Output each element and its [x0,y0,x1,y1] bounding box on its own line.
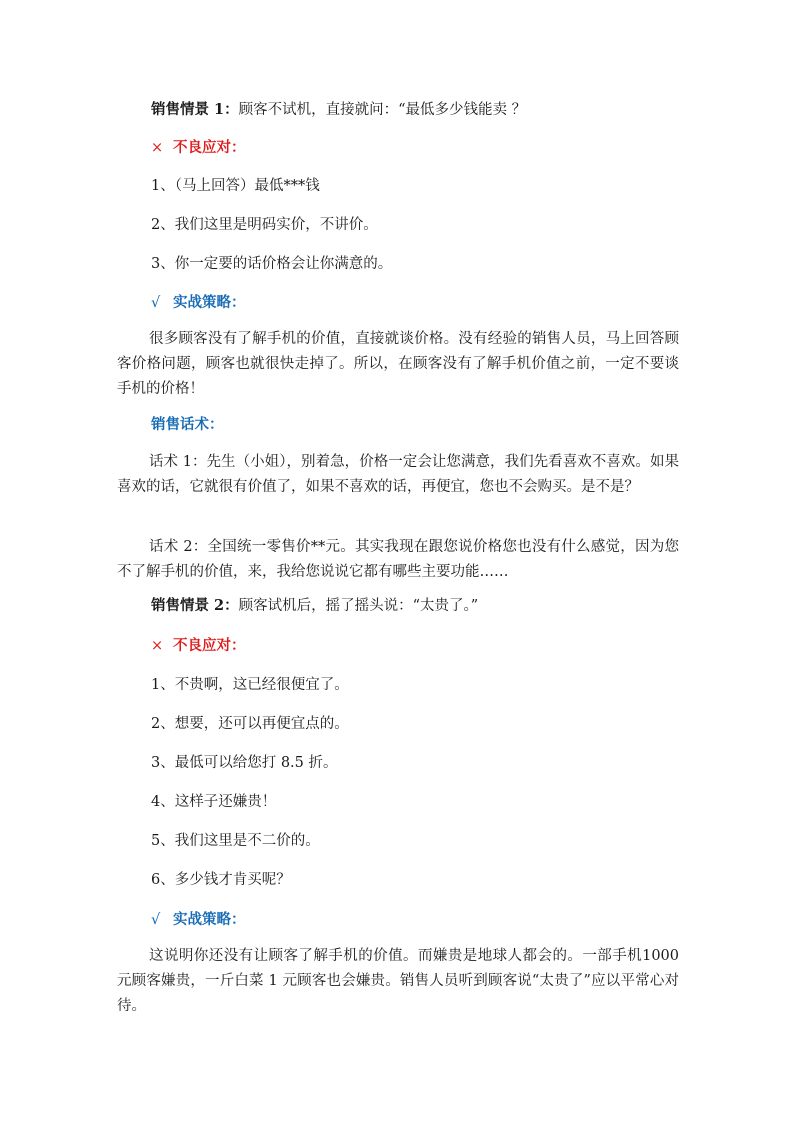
scenario-2-text: 顾客试机后，摇了摇头说：“太贵了。” [238,598,479,614]
check-icon: √ [151,295,161,311]
bad-response-item: 5、我们这里是不二价的。 [151,833,320,849]
sales-script-heading: 销售话术： [151,416,224,433]
strategy-title-1: 实战策略： [173,294,246,311]
strategy-paragraph-1: 很多顾客没有了解手机的价值，直接就谈价格。没有经验的销售人员，马上回答顾客价格问题，顾客也就很快走掉了。所以，在顾客没有了解手机价值之前，一定不要谈手机的价格！ [117,331,679,397]
scenario-1-text: 顾客不试机，直接就问：“最低多少钱能卖 ？ [238,102,527,118]
strategy-heading-2 [151,909,246,931]
strategy-heading-1 [151,292,246,314]
bad-response-item: 4、这样子还嫌贵！ [151,794,277,810]
cross-icon: × [151,638,164,654]
strategy-paragraph-2: 这说明你还没有让顾客了解手机的价值。而嫌贵是地球人都会的。一部手机1000 元顾客嫌贵，一斤白菜 1 元顾客也会嫌贵。销售人员听到顾客说“太贵了”应以平常心对待。 [117,948,679,1014]
bad-response-title-2: 不良应对： [173,637,246,654]
bad-response-item: 1、不贵啊，这已经很便宜了。 [151,677,349,693]
scenario-2-line [151,595,478,617]
strategy-title-2: 实战策略： [173,911,246,928]
check-icon: √ [151,912,161,928]
bad-response-item: 3、你一定要的话价格会让你满意的。 [151,256,393,272]
bad-response-item: 3、最低可以给您打 8.5 折。 [151,755,338,771]
bad-response-item: 6、多少钱才肯买呢？ [151,872,291,888]
bad-response-item: 2、我们这里是明码实价，不讲价。 [151,217,378,233]
bad-response-heading-1 [151,137,246,159]
bad-response-item: 1、（马上回答）最低***钱 [151,178,320,194]
bad-response-heading-2 [151,635,246,657]
bad-response-title-1: 不良应对： [173,139,246,156]
cross-icon: × [151,140,164,156]
sales-script-2: 话术 2：全国统一零售价**元。其实我现在跟您说价格您也没有什么感觉，因为您不了解手机的价值，来，我给您说说它都有哪些主要功能…… [117,539,679,580]
bad-response-item: 2、想要，还可以再便宜点的。 [151,716,349,732]
sales-script-1: 话术 1：先生（小姐），别着急，价格一定会让您满意，我们先看喜欢不喜欢。如果喜欢的话，它就很有价值了，如果不喜欢的话，再便宜，您也不会购买。是不是？ [117,454,679,495]
scenario-2-label: 销售情景 2： [151,597,239,614]
scenario-1-label: 销售情景 1： [151,101,239,118]
scenario-1-line [151,99,526,121]
